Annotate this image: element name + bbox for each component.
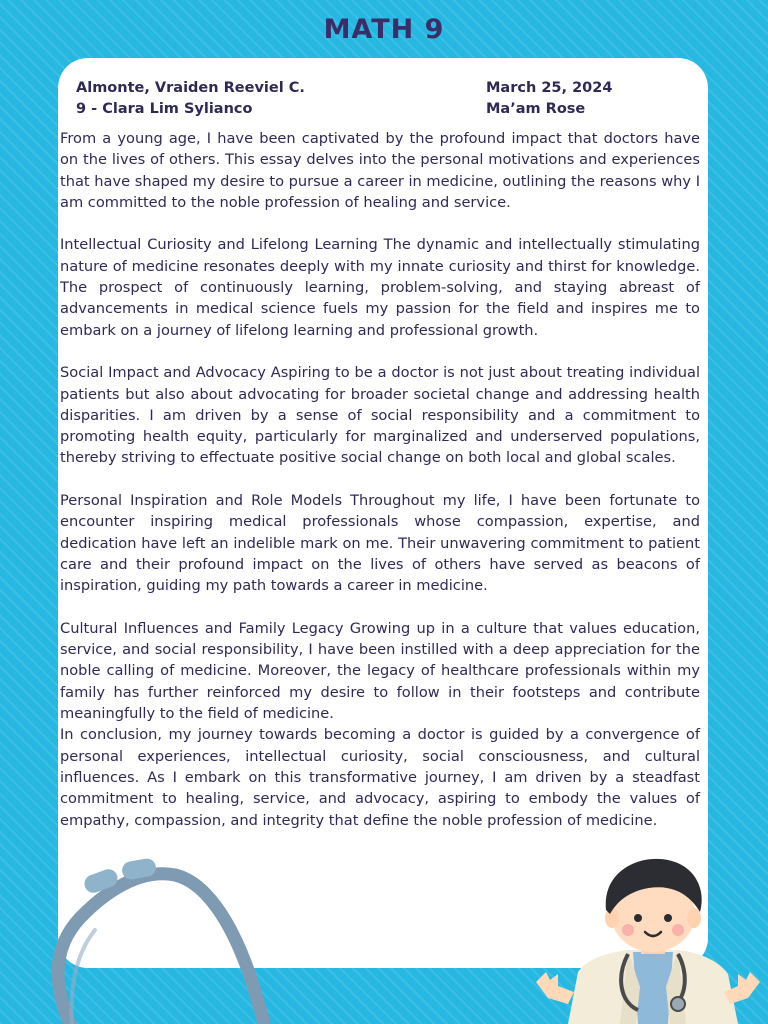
essay-paragraph-inspiration: Personal Inspiration and Role Models Throughout my life, I have been fortunate to encounter inspiring medical professionals whose compassion, expertise, and dedication have left an indelible mark on me. Their unwavering commitment to patient care and their profound impact on the lives of others have served as beacons of inspiration, guiding my path towards a career in medicine.: [60, 492, 700, 595]
essay-body: [60, 128, 700, 831]
page-title: MATH 9: [323, 14, 445, 45]
essay-paragraph-curiosity: Intellectual Curiosity and Lifelong Learning The dynamic and intellectually stimulating nature of medicine resonates deeply with my innate curiosity and thirst for knowledge. The prospect of continuously learning, problem-solving, and staying abreast of advancements in medical science fuels my passion for the field and inspires me to embark on a journey of lifelong learning and professional growth.: [60, 236, 700, 339]
teacher-name: Ma’am Rose: [486, 101, 586, 117]
date-teacher-info: [486, 78, 612, 120]
essay-paragraph-cultural: Cultural Influences and Family Legacy Growing up in a culture that values education, service, and social responsibility, I have been instilled with a deep appreciation for the noble calling of medicine. Moreover, the legacy of healthcare professionals within my family has further reinforced my desire to follow in their footsteps and contribute meaningfully to the field of medicine.: [60, 619, 700, 723]
essay-paragraph-social-impact: Social Impact and Advocacy Aspiring to be a doctor is not just about treating individual patients but also about advocating for broader societal change and addressing health disparities. I am driven by a sense of social responsibility and a commitment to promoting health equity, particularly for marginalized and underserved populations, thereby striving to effectuate positive social change on both local and global scales.: [60, 364, 700, 467]
student-name: Almonte, Vraiden Reeviel C.: [76, 80, 305, 96]
stethoscope-illustration: [0, 840, 300, 1024]
student-section: 9 - Clara Lim Sylianco: [76, 101, 253, 117]
cartoon-doctor-illustration: [528, 852, 768, 1024]
essay-paragraph-conclusion: In conclusion, my journey towards becoming a doctor is guided by a convergence of personal experiences, intellectual curiosity, social consciousness, and cultural influences. As I embark on this transformative journey, I am driven by a steadfast commitment to healing, service, and advocacy, aspiring to embody the values of empathy, compassion, and integrity that define the noble profession of medicine.: [60, 726, 700, 829]
essay-date: March 25, 2024: [486, 80, 613, 96]
student-info: [76, 78, 305, 120]
essay-paragraph-intro: From a young age, I have been captivated by the profound impact that doctors have on the lives of others. This essay delves into the personal motivations and experiences that have shaped my desire to pursue a career in medicine, outlining the reasons why I am committed to the noble profession of healing and service.: [60, 130, 700, 211]
